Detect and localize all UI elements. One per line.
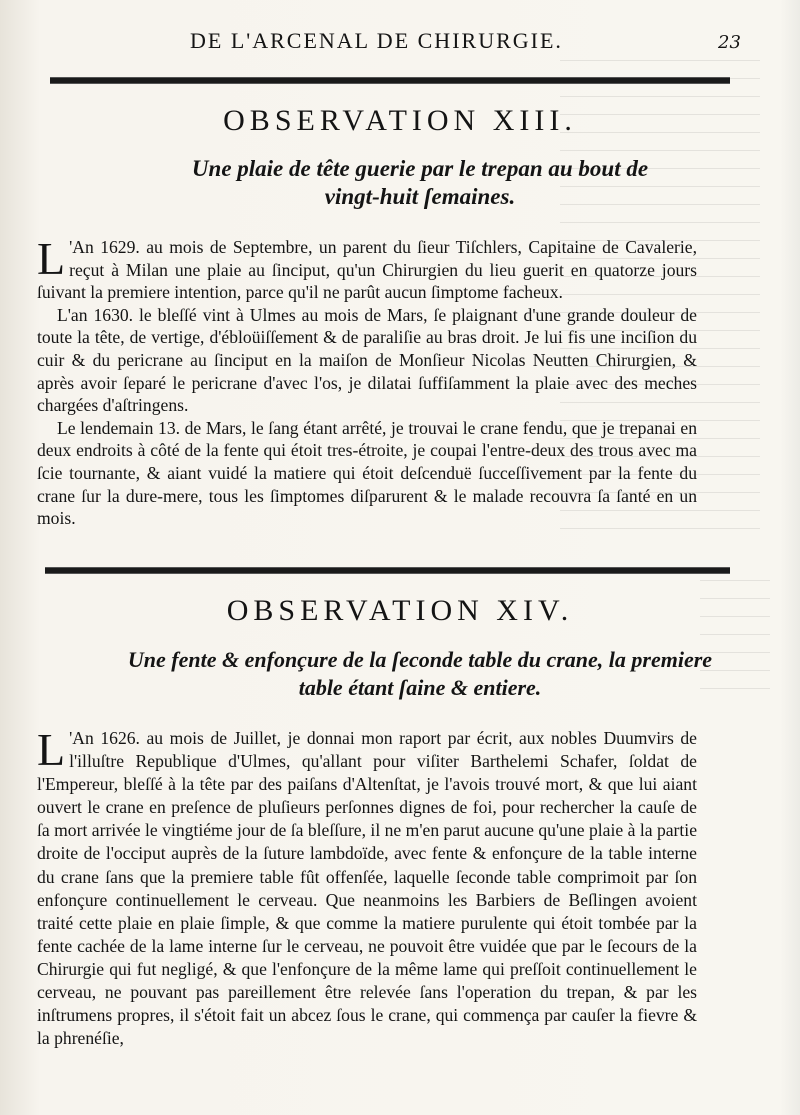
observation-heading: OBSERVATION XIII. — [223, 104, 577, 137]
section-divider — [45, 567, 730, 574]
paragraph — [37, 724, 697, 1050]
drop-cap: L — [37, 233, 66, 284]
subtitle-line: Une plaie de tête guerie par le trepan au bout de — [191, 156, 649, 181]
observation-body — [37, 233, 697, 530]
section-divider — [50, 77, 730, 84]
running-head — [0, 28, 800, 58]
observation-subtitle — [20, 646, 800, 702]
paragraph-text: 'An 1626. au mois de Juillet, je donnai mon raport par écrit, aux nobles Duumvirs de l'illuſtre Republique d'Ulmes, qu'allant pour viſiter Barthelemi Schafer, ſoldat de l'Empereur, bleſſé à la tête par des paiſans d'Altenſtat, je l'avois trouvé mort, & que lui aiant ouvert le crane en preſence de pluſieurs perſonnes dignes de foi, pour rechercher la cauſe de ſa mort arrivée le vingtiéme jour de ſa bleſſure, il ne m'en parut aucune qu'une plaie à la partie droite de l'occiput auprès de la ſuture lambdoïde, avec fente & enfonçure de la table interne du crane ſans que la premiere table fût offenſée, laquelle ſeconde table comprimoit par ſon enfonçure continuellement le cerveau. Que neanmoins les Barbiers de Beſlingen avoient traité cette plaie en plaie ſimple, & que comme la matiere purulente qui étoit tombée par la fente cachée de la lame interne ſur le cerveau, ne pouvoit être vuidée que par le ſecours de la Chirurgie qui fut negligé, & que l'enfonçure de la même lame qui preſſoit continuellement le cerveau, ne pouvant pas pareillement être relevée ſans l'operation du trepan, & par les inſtrumens propres, il s'étoit fait un abcez ſous le crane, qui commença par cauſer la fievre & la phrenéſie, — [37, 728, 697, 1049]
subtitle-line: table étant ſaine & entiere. — [298, 675, 542, 700]
observation-heading: OBSERVATION XIV. — [226, 594, 574, 627]
observation-body — [37, 724, 697, 1050]
paragraph — [37, 233, 697, 304]
paragraph: Le lendemain 13. de Mars, le ſang étant arrêté, je trouvai le crane fendu, que je trepanai en deux endroits à côté de la fente qui étoit tres-étroite, je coupai l'entre-deux des trous avec ma ſcie tournante, & aiant vuidé la matiere qui étoit deſcenduë ſucceſſivement par la fente du crane ſur la dure-mere, tous les ſimptomes diſparurent & le malade recouvra ſa ſanté en un mois. — [37, 417, 697, 529]
paragraph: L'an 1630. le bleſſé vint à Ulmes au mois de Mars, ſe plaignant d'une grande douleur de toute la tête, de vertige, d'ébloüiſſement & de paraliſie au bras droit. Je lui fis une inciſion du cuir & du pericrane au ſinciput en la maiſon de Monſieur Nicolas Neutten Chirurgien, & après avoir ſeparé le pericrane d'avec l'os, je dilatai ſuffiſamment la plaie avec des meches chargées d'aſtringens. — [37, 304, 697, 416]
observation-subtitle — [20, 155, 800, 211]
subtitle-line: vingt-huit ſemaines. — [324, 184, 516, 209]
page-number: 23 — [718, 32, 741, 53]
drop-cap: L — [37, 724, 66, 775]
running-title: DE L'ARCENAL DE CHIRURGIE. — [190, 28, 563, 53]
subtitle-line: Une fente & enfonçure de la ſeconde table du crane, la premiere — [127, 647, 713, 672]
paragraph-text: 'An 1629. au mois de Septembre, un parent du ſieur Tiſchlers, Capitaine de Cavalerie, reçut à Milan une plaie au ſinciput, qu'un Chirurgien du lieu guerit en quatorze jours ſuivant la premiere intention, parce qu'il ne parût aucun ſimptome facheux. — [37, 237, 697, 303]
